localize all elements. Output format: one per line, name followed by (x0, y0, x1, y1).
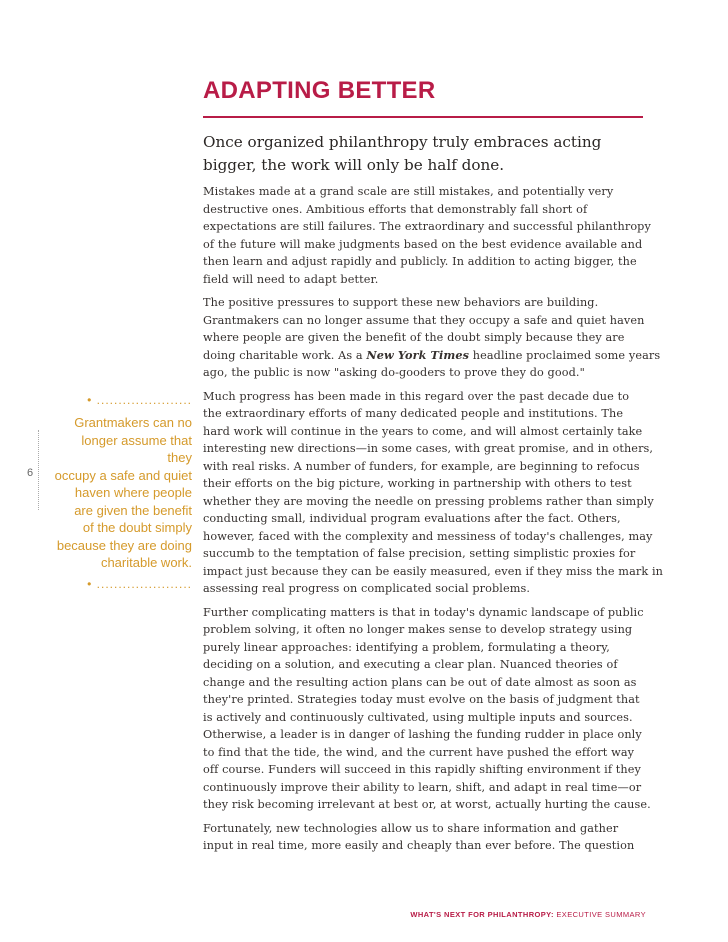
text-line: assessing real progress on complicated social problems. (203, 582, 531, 595)
text-line-nyt (203, 347, 661, 365)
main-column (203, 74, 663, 861)
text-line: they risk becoming irrelevant at best or, at worst, actually hurting the cause. (203, 798, 651, 811)
text-line: with real risks. A number of funders, for example, are beginning to refocus (203, 459, 640, 473)
text-line: conducting small, individual program evaluations after the fact. Others, (203, 512, 621, 525)
footer-title: WHAT'S NEXT FOR PHILANTHROPY: (410, 910, 554, 919)
section-heading: ADAPTING BETTER (203, 77, 436, 104)
text-line: where people are given the benefit of the doubt simply because they are (203, 331, 625, 344)
pullquote-line: occupy a safe and quiet (54, 467, 192, 483)
publication-title: New York Times (366, 347, 470, 362)
pullquote-line: are given the benefit (74, 502, 192, 518)
text-line: of the future will make judgments based on the best evidence available and (203, 237, 643, 251)
text-line: The positive pressures to support these new behaviors are building. (203, 296, 599, 309)
pullquote-line: Grantmakers can no (74, 415, 192, 430)
text-line: purely linear approaches: identifying a problem, formulating a theory, (203, 640, 610, 654)
text-line: is actively and continuously cultivated, using multiple inputs and sources. (203, 710, 633, 724)
text-line: ago, the public is now "asking do-gooders to prove they do good." (203, 366, 585, 379)
heading-rule (203, 116, 643, 118)
text-line: Otherwise, a leader is in danger of lashing the funding rudder in place only (203, 728, 642, 741)
text-line: field will need to adapt better. (203, 272, 379, 286)
text-line: problem solving, it often no longer makes sense to develop strategy using (203, 623, 633, 636)
page-number: 6 (27, 467, 34, 479)
text-line: succumb to the temptation of false precision, setting simplistic proxies for (203, 547, 636, 560)
lead-line: Once organized philanthropy truly embraces acting (203, 133, 602, 151)
text-line: Fortunately, new technologies allow us to share information and gather (203, 821, 619, 835)
text-line: to find that the tide, the wind, and the current have pushed the effort way (203, 745, 635, 759)
text-line: change and the resulting action plans can be out of date almost as soon as (203, 675, 637, 689)
text-line: they're printed. Strategies today must evolve on the basis of judgment that (203, 693, 640, 706)
pullquote (54, 394, 192, 590)
pullquote-bottom-dots: • ...................... (87, 577, 192, 590)
text-line: continuously improve their ability to learn, shift, and adapt in real time—or (203, 780, 642, 794)
text-line: off course. Funders will succeed in this rapidly shifting environment if they (203, 763, 641, 776)
text-line: their efforts on the big picture, working in partnership with others to test (203, 477, 632, 490)
text-line: input in real time, more easily and cheaply than ever before. The question (203, 839, 635, 852)
text-line: then learn and adjust rapidly and publicly. In addition to acting bigger, the (203, 255, 637, 268)
text-line: Grantmakers can no longer assume that they occupy a safe and quiet haven (203, 313, 645, 327)
pullquote-line: longer assume that they (81, 432, 192, 465)
lead-line: bigger, the work will only be half done. (203, 156, 505, 174)
text-line: the extraordinary efforts of many dedicated people and institutions. The (203, 407, 624, 420)
running-footer (410, 910, 646, 919)
paragraph-2 (203, 294, 661, 382)
text-line: destructive ones. Ambitious efforts that demonstrably fall short of (203, 202, 588, 216)
paragraph-5 (203, 820, 643, 855)
nyt-post: headline proclaimed some years (469, 348, 661, 362)
text-line: Mistakes made at a grand scale are still mistakes, and potentially very (203, 185, 614, 198)
text-line: whether they are moving the needle on pressing problems rather than simply (203, 494, 654, 508)
nyt-pre: doing charitable work. As a (203, 348, 367, 362)
pullquote-line: because they are doing (56, 537, 192, 553)
text-line: impact just because they can be easily measured, even if they miss the mark in (203, 564, 663, 578)
pullquote-line: haven where people (74, 485, 192, 500)
footer-subtitle: EXECUTIVE SUMMARY (553, 910, 646, 919)
paragraph-4 (203, 604, 651, 814)
margin-rule (38, 430, 39, 510)
paragraph-1 (203, 183, 651, 288)
pullquote-text (54, 414, 192, 572)
pullquote-line: charitable work. (100, 555, 192, 570)
text-line: expectations are still failures. The extraordinary and successful philanthropy (203, 220, 651, 233)
text-line: hard work will continue in the years to come, and will almost certainly take (203, 424, 643, 438)
text-line: interesting new directions—in some cases, with great promise, and in others, (203, 442, 654, 455)
text-line: however, faced with the complexity and messiness of today's challenges, may (203, 529, 653, 543)
text-line: deciding on a solution, and executing a clear plan. Nuanced theories of (203, 658, 618, 671)
lead-paragraph (203, 131, 643, 177)
paragraph-3 (203, 388, 663, 598)
pullquote-line: of the doubt simply (82, 520, 192, 535)
pullquote-top-dots: • ...................... (87, 394, 192, 406)
text-line: Much progress has been made in this regard over the past decade due to (203, 389, 630, 403)
text-line: Further complicating matters is that in today's dynamic landscape of public (203, 605, 644, 619)
